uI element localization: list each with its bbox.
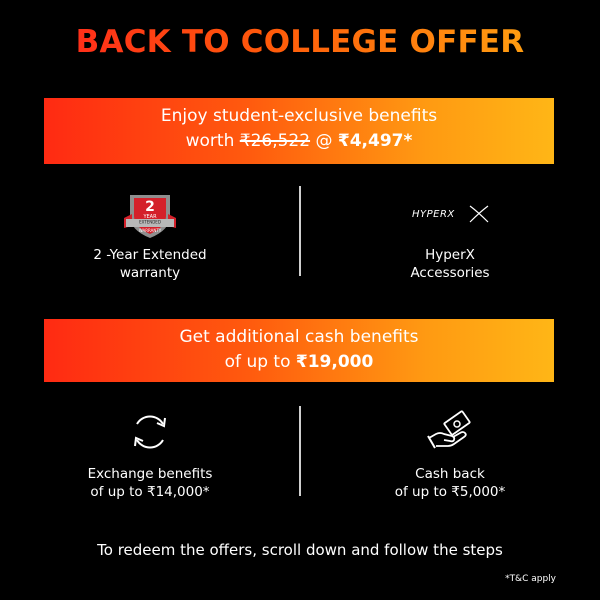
feature-warranty-label	[30, 246, 270, 282]
redeem-instructions: To redeem the offers, scroll down and follow the steps	[97, 541, 503, 559]
banner2-line2	[44, 350, 554, 375]
offer-headline: BACK TO COLLEGE OFFER	[0, 24, 600, 60]
banner1-new-price: ₹4,497*	[337, 131, 413, 151]
banner1-old-price: ₹26,522	[239, 131, 311, 151]
feature-exchange-label	[30, 465, 270, 501]
cashback-label-line1: Cash back	[415, 466, 485, 482]
feature-divider-top	[299, 186, 301, 276]
badge-extended: EXTENDED	[139, 219, 161, 225]
banner1-line2	[44, 129, 554, 154]
cashback-label-line2: of up to ₹5,000*	[394, 484, 506, 500]
badge-warranty: WARRANTY	[138, 228, 162, 233]
banner2-amount: ₹19,000	[295, 352, 374, 372]
banner1-at: @	[310, 131, 338, 151]
exchange-label-line2: of up to ₹14,000*	[90, 484, 210, 500]
cashback-hand-icon	[426, 410, 474, 454]
student-benefits-banner	[44, 98, 554, 164]
banner1-line1: Enjoy student-exclusive benefits	[160, 106, 438, 126]
hyperx-logo-text: HYPERX	[412, 209, 455, 220]
cash-benefits-banner	[44, 319, 554, 382]
banner2-prefix: of up to	[224, 352, 296, 372]
badge-year: YEAR	[143, 214, 157, 220]
exchange-label-line1: Exchange benefits	[87, 466, 213, 482]
badge-number: 2	[145, 199, 155, 215]
exchange-cycle-icon	[128, 410, 172, 454]
feature-hyperx-label	[330, 246, 570, 282]
feature-divider-bottom	[299, 406, 301, 496]
banner2-line1: Get additional cash benefits	[179, 327, 419, 347]
warranty-badge-icon	[122, 190, 178, 240]
banner1-worth: worth	[185, 131, 240, 151]
hyperx-label-line2: Accessories	[410, 265, 490, 281]
warranty-label-line2: warranty	[119, 265, 181, 281]
hyperx-label-line1: HyperX	[425, 247, 475, 263]
terms-note: *T&C apply	[505, 574, 556, 584]
feature-cashback-label	[330, 465, 570, 501]
hyperx-logo-icon	[408, 202, 492, 226]
warranty-label-line1: 2 -Year Extended	[93, 247, 207, 263]
